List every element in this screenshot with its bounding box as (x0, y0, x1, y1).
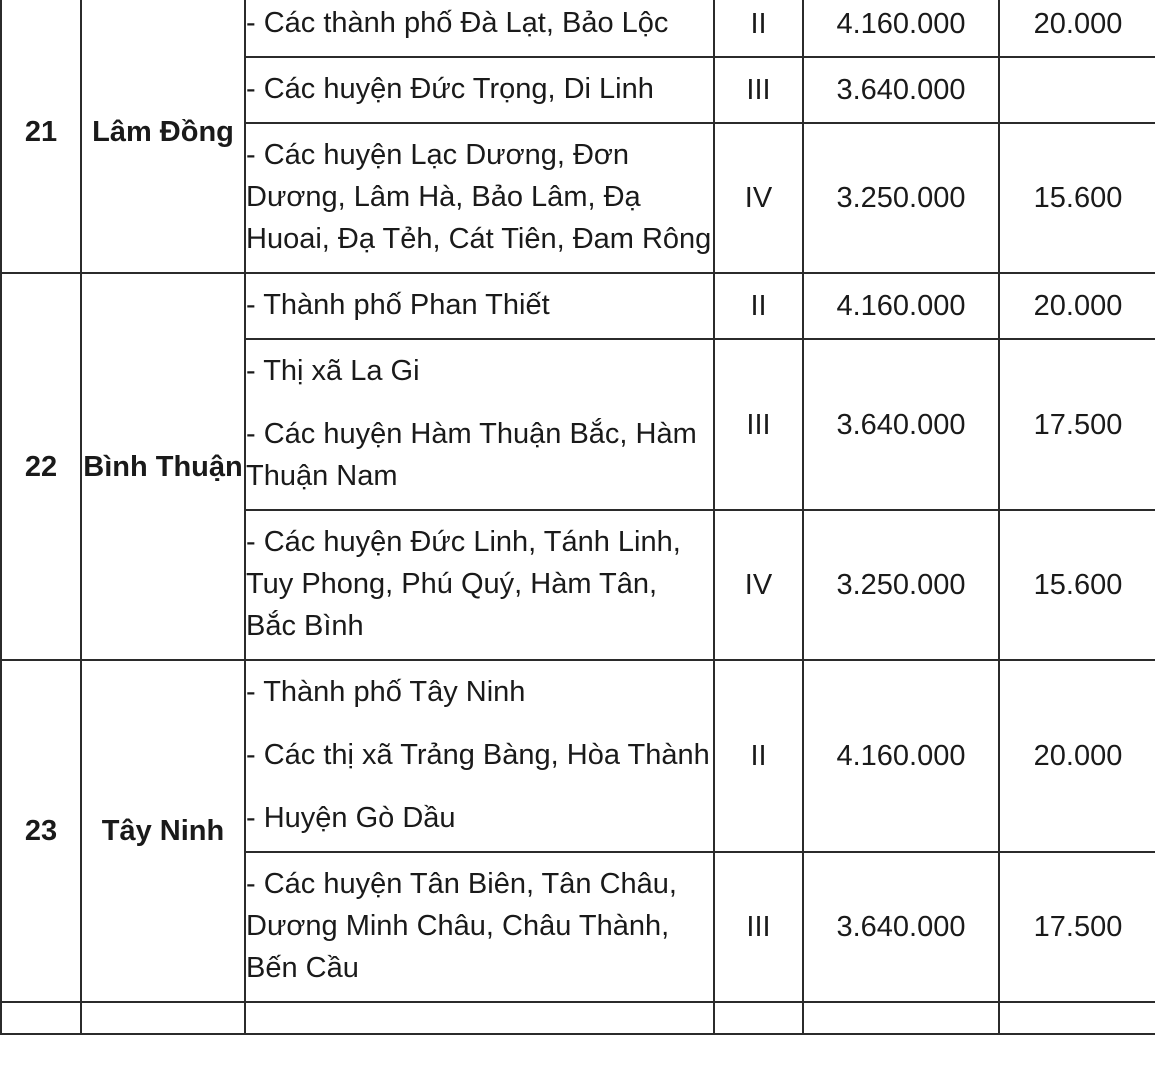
area-text: - Các huyện Tân Biên, Tân Châu, Dương Minh Châu, Châu Thành, Bến Cầu (246, 868, 677, 984)
row-number: 23 (1, 660, 81, 1002)
area-cell (245, 852, 714, 1002)
empty-cell (999, 1002, 1155, 1034)
province-name: Lâm Đồng (81, 0, 245, 273)
area-text: - Các thị xã Trảng Bàng, Hòa Thành (246, 739, 710, 771)
region-cell: III (714, 339, 803, 510)
area-cell (245, 273, 714, 339)
empty-cell (803, 1002, 999, 1034)
area-text: - Thành phố Phan Thiết (246, 289, 550, 321)
area-text: - Các huyện Đức Trọng, Di Linh (246, 73, 654, 105)
allowance-cell: 17.500 (999, 339, 1155, 510)
allowance-cell: 20.000 (999, 273, 1155, 339)
province-name: Bình Thuận (81, 273, 245, 660)
area-text: - Thành phố Tây Ninh (246, 676, 526, 708)
empty-cell (714, 1002, 803, 1034)
region-cell: II (714, 0, 803, 57)
allowance-cell: 17.500 (999, 852, 1155, 1002)
wage-cell: 3.250.000 (803, 510, 999, 660)
area-text: - Các thành phố Đà Lạt, Bảo Lộc (246, 7, 669, 39)
area-cell (245, 57, 714, 123)
table-row (1, 0, 1155, 57)
row-number: 21 (1, 0, 81, 273)
area-cell (245, 339, 714, 510)
region-cell: III (714, 852, 803, 1002)
empty-cell (81, 1002, 245, 1034)
table-row (1, 1002, 1155, 1034)
area-cell (245, 123, 714, 273)
table-row (1, 273, 1155, 339)
region-cell: II (714, 273, 803, 339)
region-cell: II (714, 660, 803, 852)
wage-cell: 4.160.000 (803, 660, 999, 852)
allowance-cell: 20.000 (999, 0, 1155, 57)
allowance-cell (999, 57, 1155, 123)
allowance-cell: 15.600 (999, 123, 1155, 273)
wage-cell: 3.640.000 (803, 852, 999, 1002)
area-cell (245, 660, 714, 852)
region-cell: IV (714, 510, 803, 660)
province-name: Tây Ninh (81, 660, 245, 1002)
area-text: - Các huyện Lạc Dương, Đơn Dương, Lâm Hà, Bảo Lâm, Đạ Huoai, Đạ Tẻh, Cát Tiên, Đam Rông (246, 139, 712, 255)
area-text: - Huyện Gò Dầu (246, 802, 456, 834)
empty-cell (1, 1002, 81, 1034)
wage-cell: 3.640.000 (803, 57, 999, 123)
allowance-cell: 15.600 (999, 510, 1155, 660)
region-cell: IV (714, 123, 803, 273)
region-cell: III (714, 57, 803, 123)
area-text: - Các huyện Hàm Thuận Bắc, Hàm Thuận Nam (246, 418, 697, 492)
area-cell (245, 510, 714, 660)
wage-cell: 3.250.000 (803, 123, 999, 273)
table-row (1, 660, 1155, 852)
row-number: 22 (1, 273, 81, 660)
empty-cell (245, 1002, 714, 1034)
area-text: - Các huyện Đức Linh, Tánh Linh, Tuy Phong, Phú Quý, Hàm Tân, Bắc Bình (246, 526, 681, 642)
allowance-cell: 20.000 (999, 660, 1155, 852)
wage-cell: 4.160.000 (803, 0, 999, 57)
wage-cell: 3.640.000 (803, 339, 999, 510)
area-text: - Thị xã La Gi (246, 355, 420, 387)
wage-cell: 4.160.000 (803, 273, 999, 339)
area-cell (245, 0, 714, 57)
